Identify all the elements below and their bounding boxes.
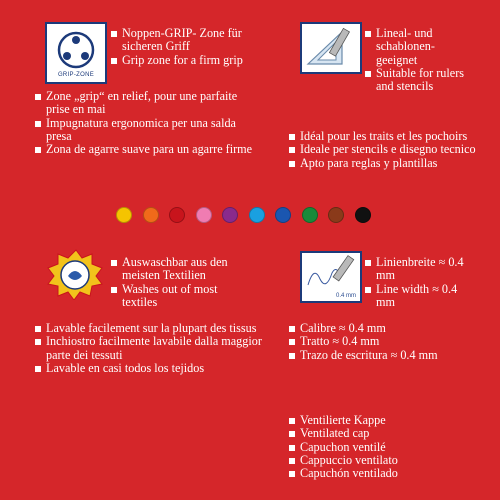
grip-feature-fr: Zone „grip“ en relief, pour une parfaite prise en mai [34,90,256,117]
color-dot [328,207,344,223]
grip-features [110,27,250,67]
washable-feature-fr: Lavable facilement sur la plupart des tissus [34,322,284,335]
linewidth-features [364,256,474,309]
washable-icon [44,248,108,300]
grip-feature-it: Impugnatura ergonomica per una salda presa [34,117,256,144]
linewidth-feature-fr: Calibre ≈ 0.4 mm [288,322,488,335]
line-width-icon [300,251,362,303]
washable-features-more [34,322,284,375]
color-dot [116,207,132,223]
stencil-feature-en: Suitable for rulers and stencils [364,67,464,94]
linewidth-feature-it: Tratto ≈ 0.4 mm [288,335,488,348]
washable-feature-de: Auswaschbar aus den meisten Textilien [110,256,250,283]
washable-feature-en: Washes out of most textiles [110,283,250,310]
washable-feature-es: Lavable en casi todos los tejidos [34,362,284,375]
color-dot [275,207,291,223]
color-dot [222,207,238,223]
linewidth-features-more [288,322,488,362]
stencil-feature-it: Ideale per stencils e disegno tecnico [288,143,488,156]
stencil-feature-de: Lineal- und schablonen-geeignet [364,27,464,67]
line-width-label: 0.4 mm [335,293,356,299]
grip-feature-de: Noppen-GRIP- Zone für sicheren Griff [110,27,250,54]
stencil-features [364,27,464,93]
cap-feature-de: Ventilierte Kappe [288,414,488,427]
cap-features [288,414,488,480]
grip-feature-en: Grip zone for a firm grip [110,54,250,67]
cap-feature-es: Capuchón ventilado [288,467,488,480]
color-dot [196,207,212,223]
linewidth-feature-de: Linienbreite ≈ 0.4 mm [364,256,474,283]
color-dot [355,207,371,223]
cap-feature-en: Ventilated cap [288,427,488,440]
stencil-feature-es: Apto para reglas y plantillas [288,157,488,170]
color-dot [169,207,185,223]
color-dot [143,207,159,223]
washable-features [110,256,250,309]
washable-feature-it: Inchiostro facilmente lavabile dalla maggior parte dei tessuti [34,335,284,362]
color-dot [302,207,318,223]
stencil-features-more [288,130,488,170]
linewidth-feature-es: Trazo de escritura ≈ 0.4 mm [288,349,488,362]
grip-zone-icon [45,22,107,84]
stencil-feature-fr: Idéal pour les traits et les pochoirs [288,130,488,143]
grip-features-more [34,90,256,156]
grip-zone-label: GRIP-ZONE [57,72,95,78]
grip-feature-es: Zona de agarre suave para un agarre firme [34,143,256,156]
cap-feature-fr: Capuchon ventilé [288,441,488,454]
color-dot [249,207,265,223]
ruler-stencil-icon [300,22,362,74]
cap-feature-it: Cappuccio ventilato [288,454,488,467]
linewidth-feature-en: Line width ≈ 0.4 mm [364,283,474,310]
